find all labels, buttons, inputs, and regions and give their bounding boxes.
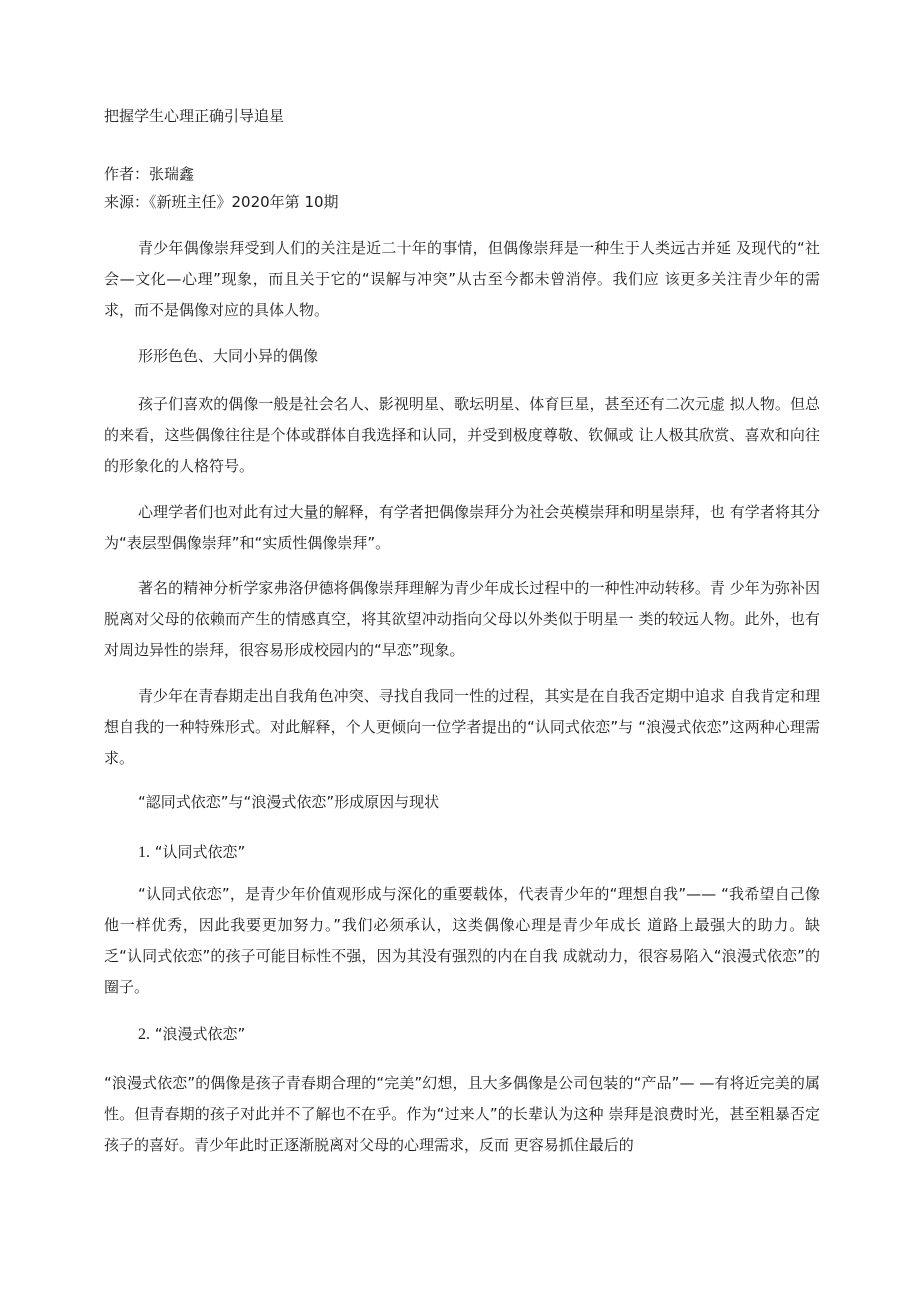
paragraph-psychology: 心理学者们也对此有过大量的解释，有学者把偶像崇拜分为社会英模崇拜和明星崇拜，也 有学者将其分为“表层型偶像崇拜”和“实质性偶像崇拜”。 [104,503,820,552]
paragraph-romantic: “浪漫式依恋”的偶像是孩子青春期合理的“完美”幻想，且大多偶像是公司包装的“产品”— —有将近完美的属性。但青春期的孩子对此并不了解也不在乎。作为“过来人”的长辈认为这种 崇拜是浪费时光，甚至粗暴否定孩子的喜好。青少年此时正逐渐脱离对父母的心理需求，反而 更容易抓住最后的 [104,1074,820,1154]
subsection-number: 2. [138,1026,150,1043]
subsection-number: 1. [138,844,150,861]
paragraph-identification: “认同式依恋”，是青少年价值观形成与深化的重要载体，代表青少年的“理想自我”—— “我希望自己像他一样优秀，因此我要更加努力。”我们必须承认，这类偶像心理是青少年成长 道路上最强大的助力。缺乏“认同式依恋”的孩子可能目标性不强，因为其没有强烈的内在自我 成就动力，很容易陷入“浪漫式依恋”的圈子。 [104,885,820,996]
paragraph-intro: 青少年偶像崇拜受到人们的关注是近二十年的事情，但偶像崇拜是一种生于人类远古并延 及现代的“社会—文化—心理”现象，而且关于它的“误解与冲突”从古至今都未曾消停。我们应 该更多关注青少年的需求，而不是偶像对应的具体人物。 [104,239,820,319]
author-line: 作者：张瑞鑫 [104,165,195,183]
section-heading-attachment: “認同式依恋”与“浪漫式依恋”形成原因与现状 [138,793,440,811]
paragraph-adolescence: 青少年在青春期走出自我角色冲突、寻找自我同一性的过程，其实是在自我否定期中追求 自我肯定和理想自我的一种特殊形式。对此解释，个人更倾向一位学者提出的“认同式依恋”与 “浪漫式依恋”这两种心理需求。 [104,687,820,767]
subsection-title: “浪漫式依恋” [154,1025,246,1043]
document-title: 把握学生心理正确引导追星 [104,107,285,125]
source-line: 来源：《新班主任》2020年第 10期 [104,193,339,211]
paragraph-freud: 著名的精神分析学家弗洛伊德将偶像崇拜理解为青少年成长过程中的一种性冲动转移。青 少年为弥补因脱离对父母的依赖而产生的情感真空，将其欲望冲动指向父母以外类似于明星一 类的较远人物。此外，也有对周边异性的崇拜，很容易形成校园内的“早恋”现象。 [104,579,820,659]
subsection-heading-romantic [138,1024,245,1045]
section-heading-idols: 形形色色、大同小异的偶像 [138,347,319,365]
subsection-heading-identification [138,842,245,863]
subsection-title: “认同式依恋” [154,843,246,861]
paragraph-idol-types: 孩子们喜欢的偶像一般是社会名人、影视明星、歌坛明星、体育巨星，甚至还有二次元虚 拟人物。但总的来看，这些偶像往往是个体或群体自我选择和认同，并受到极度尊敬、钦佩或 让人极其欣赏、喜欢和向往的形象化的人格符号。 [104,395,820,475]
